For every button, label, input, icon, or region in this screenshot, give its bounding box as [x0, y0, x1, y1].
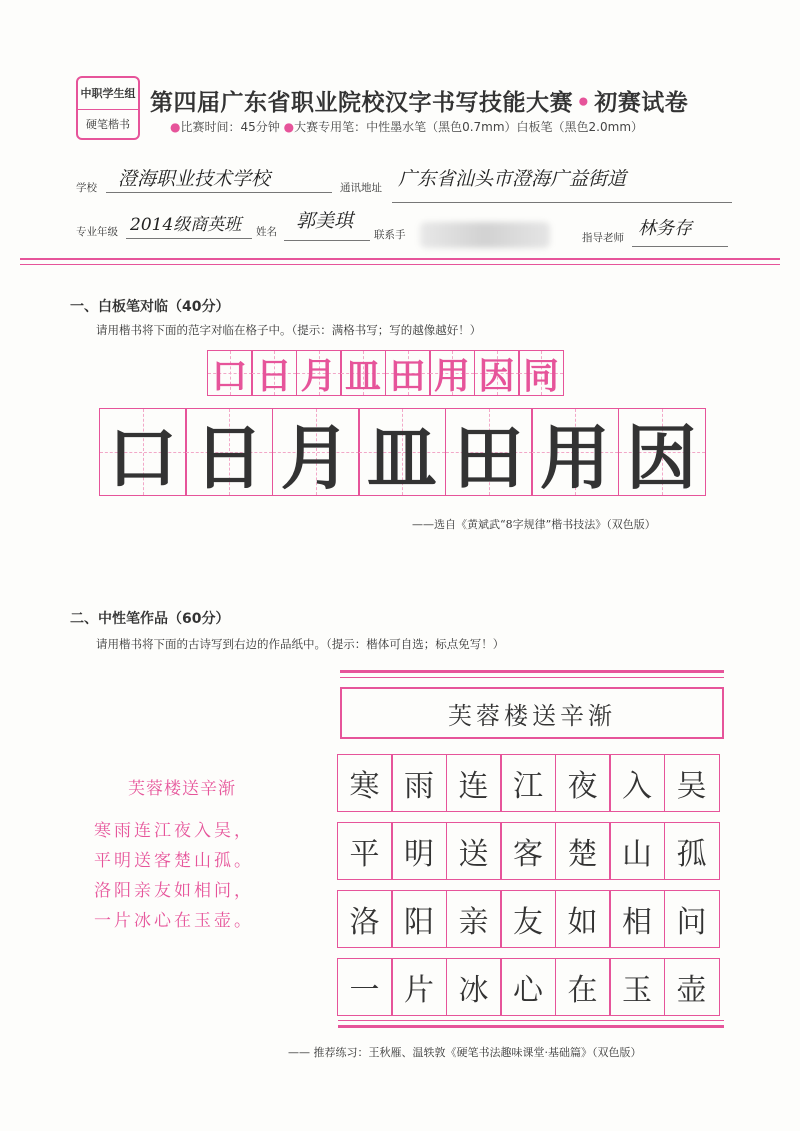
poem-line: 一片冰心在玉壶。	[94, 911, 254, 931]
paper-char: 平	[349, 837, 380, 872]
poem-line: 洛阳亲友如相问，	[94, 881, 254, 901]
poem-line: 寒雨连江夜入吴，	[94, 821, 254, 841]
poem-title: 芙蓉楼送辛渐	[128, 779, 236, 799]
poem-line: 平明送客楚山孤。	[94, 851, 254, 871]
model-cell	[207, 350, 253, 396]
recommend-text: —— 推荐练习：王秋雁、温轶敦《硬笔书法趣味课堂·基础篇》（双色版）	[288, 1046, 642, 1059]
model-char: 皿	[344, 355, 381, 397]
name-value[interactable]: 郭美琪	[296, 210, 354, 232]
paper-char: 问	[676, 905, 707, 940]
paper-cell[interactable]	[391, 822, 447, 880]
model-char: 因	[478, 355, 515, 397]
paper-cell[interactable]	[664, 822, 720, 880]
model-cell	[251, 350, 297, 396]
paper-char: 入	[622, 769, 652, 804]
paper-char: 片	[404, 973, 434, 1008]
paper-cell[interactable]	[446, 822, 502, 880]
phone-redacted	[420, 222, 550, 248]
practice-cell[interactable]	[272, 408, 360, 499]
paper-cell[interactable]	[664, 890, 720, 948]
practice-cell[interactable]	[99, 408, 187, 499]
paper-cell[interactable]	[337, 890, 393, 948]
title-dot: •	[576, 90, 592, 116]
exam-pens: 大赛专用笔：中性墨水笔（黑色0.7mm）白板笔（黑色2.0mm）	[294, 120, 644, 134]
teacher-underline	[632, 246, 728, 247]
paper-cell[interactable]	[446, 958, 502, 1016]
paper-char: 吴	[676, 769, 707, 804]
grade-label: 专业年级	[76, 226, 118, 238]
practice-char-grid[interactable]	[100, 408, 706, 499]
model-char: 月	[300, 355, 337, 397]
paper-cell[interactable]	[500, 958, 556, 1016]
paper-cell[interactable]	[664, 958, 720, 1016]
paper-char: 孤	[676, 837, 707, 872]
paper-cell[interactable]	[391, 754, 447, 812]
written-char: 因	[626, 416, 697, 499]
school-value[interactable]: 澄海职业技术学校	[118, 168, 271, 190]
paper-cell[interactable]	[555, 958, 611, 1016]
paper-cell[interactable]	[500, 754, 556, 812]
paper-char: 心	[513, 973, 543, 1008]
model-char: 用	[433, 355, 470, 397]
paper-char: 雨	[404, 769, 434, 804]
paper-cell[interactable]	[337, 754, 393, 812]
paper-char: 亲	[458, 905, 489, 940]
exam-time: 比赛时间：45分钟	[180, 120, 280, 134]
paper-cell[interactable]	[555, 890, 611, 948]
paper-cell[interactable]	[609, 754, 665, 812]
paper-bottom-border	[338, 1025, 724, 1028]
paper-char: 玉	[622, 973, 652, 1008]
model-cell	[385, 350, 431, 396]
paper-cell[interactable]	[337, 958, 393, 1016]
written-char: 口	[107, 416, 178, 499]
group-badge	[76, 76, 140, 140]
section2-title: 二、中性笔作品（60分）	[70, 611, 230, 627]
grade-value[interactable]: 2014级商英班	[130, 215, 242, 235]
paper-top-border	[340, 670, 724, 673]
paper-row-2[interactable]	[338, 822, 720, 880]
bullet-icon: ●	[283, 120, 295, 134]
written-char: 田	[453, 416, 524, 499]
paper-char: 在	[567, 973, 598, 1008]
paper-cell[interactable]	[500, 822, 556, 880]
section1-source: ——选自《黄斌武“8字规律”楷书技法》（双色版）	[412, 518, 656, 531]
paper-char: 江	[513, 769, 543, 804]
paper-char: 寒	[349, 769, 380, 804]
model-cell	[474, 350, 520, 396]
paper-title: 芙蓉楼送辛渐	[448, 701, 616, 730]
paper-bottom-border-thin	[338, 1020, 724, 1021]
model-cell	[340, 350, 386, 396]
paper-char: 冰	[458, 973, 489, 1008]
model-cell	[296, 350, 342, 396]
paper-top-border-thin	[340, 677, 724, 678]
paper-cell[interactable]	[609, 958, 665, 1016]
paper-char: 送	[458, 837, 489, 872]
written-char: 皿	[367, 416, 437, 499]
header-divider	[20, 258, 780, 260]
address-value[interactable]: 广东省汕头市澄海广益街道	[398, 168, 627, 190]
model-char: 同	[522, 355, 559, 397]
practice-cell[interactable]	[445, 408, 533, 499]
model-char: 田	[389, 355, 426, 397]
paper-cell[interactable]	[664, 754, 720, 812]
exam-info	[170, 118, 643, 135]
paper-char: 壶	[676, 973, 707, 1008]
teacher-value[interactable]: 林务存	[638, 218, 692, 239]
paper-cell[interactable]	[609, 890, 665, 948]
model-cell	[429, 350, 475, 396]
paper-char: 如	[567, 905, 598, 940]
paper-char: 一	[349, 973, 380, 1008]
badge-top: 中职学生组	[78, 78, 138, 110]
badge-bottom: 硬笔楷书	[86, 118, 130, 131]
address-label: 通讯地址	[340, 182, 382, 194]
paper-char: 阳	[404, 905, 434, 940]
practice-cell[interactable]	[185, 408, 273, 499]
name-underline	[284, 240, 370, 241]
teacher-label: 指导老师	[582, 232, 624, 244]
practice-cell[interactable]	[531, 408, 619, 499]
paper-char: 楚	[567, 837, 598, 872]
paper-cell[interactable]	[391, 890, 447, 948]
page-title	[150, 84, 688, 117]
paper-title-box[interactable]	[340, 687, 724, 739]
title-main: 第四届广东省职业院校汉字书写技能大赛	[150, 90, 573, 116]
model-char-grid	[208, 350, 564, 396]
school-underline	[106, 192, 332, 193]
paper-cell[interactable]	[446, 890, 502, 948]
practice-cell[interactable]	[358, 408, 446, 499]
paper-char: 山	[622, 837, 652, 872]
model-char: 口	[211, 355, 248, 397]
paper-cell[interactable]	[446, 754, 502, 812]
paper-row-3[interactable]	[338, 890, 720, 948]
paper-char: 连	[458, 769, 489, 804]
paper-char: 明	[404, 837, 434, 872]
written-char: 月	[280, 416, 351, 499]
paper-cell[interactable]	[391, 958, 447, 1016]
school-label: 学校	[76, 182, 97, 194]
paper-cell[interactable]	[500, 890, 556, 948]
paper-char: 夜	[567, 769, 598, 804]
paper-cell[interactable]	[337, 822, 393, 880]
paper-cell[interactable]	[555, 754, 611, 812]
practice-cell[interactable]	[618, 408, 706, 499]
written-char: 用	[540, 416, 610, 499]
model-cell	[518, 350, 564, 396]
paper-row-4[interactable]	[338, 958, 720, 1016]
paper-char: 友	[513, 905, 543, 940]
header-divider-thin	[20, 264, 780, 265]
grade-underline	[126, 238, 252, 239]
model-char: 日	[255, 355, 292, 397]
name-label: 姓名	[256, 226, 277, 238]
phone-label: 联系手	[374, 229, 406, 241]
paper-char: 相	[622, 905, 652, 940]
section2-instruction: 请用楷书将下面的古诗写到右边的作品纸中。（提示：楷体可自选；标点免写！）	[96, 637, 505, 651]
section1-instruction: 请用楷书将下面的范字对临在格子中。（提示：满格书写；写的越像越好！）	[96, 323, 482, 337]
paper-cell[interactable]	[555, 822, 611, 880]
paper-char: 客	[513, 837, 543, 872]
section1-title: 一、白板笔对临（40分）	[70, 299, 230, 315]
paper-cell[interactable]	[609, 822, 665, 880]
paper-char: 洛	[349, 905, 380, 940]
address-underline	[392, 202, 732, 203]
paper-row-1[interactable]	[338, 754, 720, 812]
written-char: 日	[194, 416, 264, 499]
title-suffix: 初赛试卷	[594, 90, 689, 116]
bullet-icon: ●	[170, 120, 181, 134]
